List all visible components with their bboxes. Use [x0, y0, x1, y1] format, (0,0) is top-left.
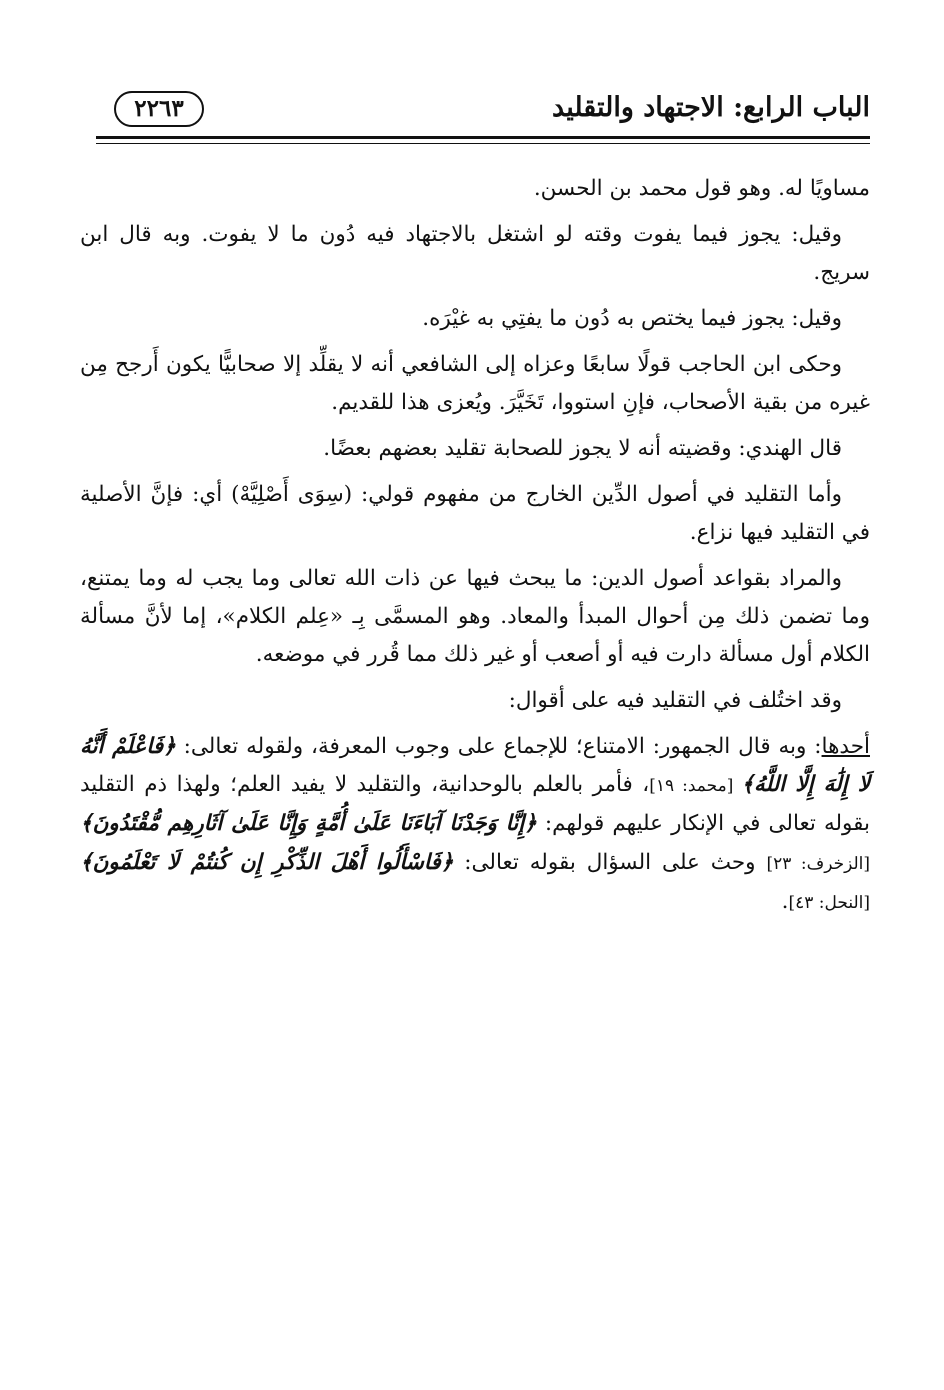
text-run: : وبه قال الجمهور: الامتناع؛ للإجماع على وجوب المعرفة، ولقوله تعالى:: [175, 734, 822, 759]
paragraph: مساويًا له. وهو قول محمد بن الحسن.: [533, 176, 870, 201]
text-run: ، فأمر بالعلم بالوحدانية، والتقليد لا يفيد العلم؛ ولهذا ذم التقليد بقوله تعالى في الإنكار عليهم قولهم:: [80, 772, 871, 836]
paragraph: قال الهندي: وقضيته أنه لا يجوز للصحابة تقليد بعضهم بعضًا.: [323, 436, 842, 461]
quran-verse: ﴿فَاعْلَمْ أَنَّهُ لَا إِلَٰهَ إِلَّا اللَّهُ﴾: [80, 734, 870, 797]
text-run: .: [781, 889, 789, 914]
chapter-title: الباب الرابع: الاجتهاد والتقليد: [552, 92, 870, 123]
paragraph: وقد اختُلف في التقليد فيه على أقوال:: [508, 688, 842, 713]
verse-reference: [محمد: ١٩]: [649, 776, 742, 796]
paragraph: والمراد بقواعد أصول الدين: ما يبحث فيها عن ذات الله تعالى وما يجب له وما يمتنع، وما تضمن ذلك مِن أحوال المبدأ والمعاد. وهو المسمَّى بِـ «عِلم الكلام»، إما لأنَّ مسألة الكلام أول مسألة دارت فيه أو أصعب أو غير ذلك مما قُرر في موضعه.: [80, 566, 870, 667]
body-text: [80, 170, 870, 930]
quran-verse: ﴿فَاسْأَلُوا أَهْلَ الذِّكْرِ إِن كُنتُمْ لَا تَعْلَمُونَ﴾: [80, 850, 454, 875]
header-rule-thick: [96, 136, 870, 139]
verse-reference: [النحل: ٤٣]: [788, 893, 870, 913]
header-rule-thin: [96, 143, 870, 144]
paragraph: وقيل: يجوز فيما يفوت وقته لو اشتغل بالاجتهاد فيه دُون ما لا يفوت. وبه قال ابن سريج.: [80, 222, 870, 285]
verse-reference: [الزخرف: ٢٣]: [766, 854, 870, 874]
paragraph-final: [80, 728, 870, 922]
paragraph: وقيل: يجوز فيما يختص به دُون ما يفتِي به غيْرَه.: [422, 306, 842, 331]
quran-verse: ﴿إِنَّا وَجَدْنَا آبَاءَنَا عَلَىٰ أُمَّةٍ وَإِنَّا عَلَىٰ آثَارِهِم مُّقْتَدُونَ﴾: [80, 811, 537, 836]
paragraph: وحكى ابن الحاجب قولًا سابعًا وعزاه إلى الشافعي أنه لا يقلِّد إلا صحابيًّا يكون أَرجح مِن غيره من بقية الأصحاب، فإنِ استووا، تَخَيَّرَ. ويُعزى هذا للقديم.: [80, 352, 870, 415]
text-run: وحث على السؤال بقوله تعالى:: [453, 850, 767, 875]
page-header: [96, 88, 870, 138]
page-number-badge: ٢٢٦٣: [114, 91, 204, 127]
lead-word: أحدها: [821, 734, 870, 759]
paragraph: وأما التقليد في أصول الدِّين الخارج من مفهوم قولي: (سِوَى أَصْلِيَّهْ) أي: فإنَّ الأصلية في التقليد فيها نزاع.: [80, 482, 870, 545]
